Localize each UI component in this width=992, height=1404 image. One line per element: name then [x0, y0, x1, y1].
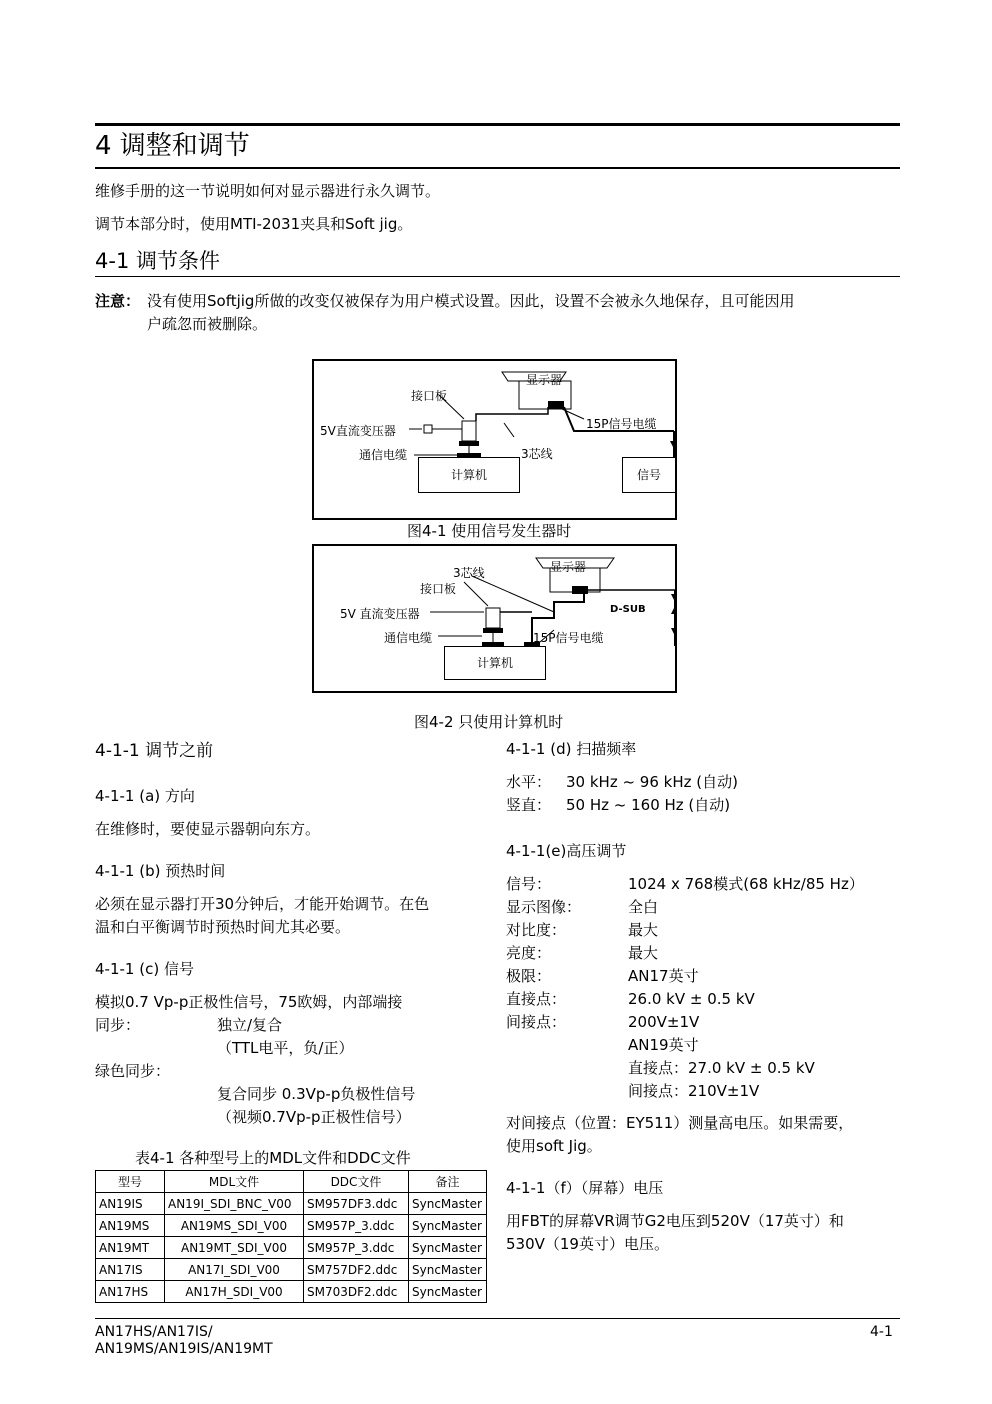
- fig2-dc-label: 5V 直流变压器: [340, 607, 420, 621]
- vertical-value: 50 Hz ~ 160 Hz (自动): [566, 796, 731, 814]
- hv-key: 亮度：: [506, 944, 552, 962]
- hv-key: 信号：: [506, 875, 552, 893]
- table-cell: SyncMaster: [409, 1237, 487, 1259]
- horizontal-label: 水平：: [506, 773, 552, 791]
- fig1-monitor-label: 显示器: [526, 373, 563, 387]
- hv-note-1: 对间接点（位置：EY511）测量高电压。如果需要，: [506, 1114, 854, 1132]
- hv-key: 极限：: [506, 967, 552, 985]
- table-cell: SM757DF2.ddc: [304, 1259, 409, 1281]
- hv-value: 1024 x 768模式(68 kHz/85 Hz）: [628, 875, 864, 893]
- note-label: 注意：: [95, 292, 141, 310]
- signal-title: 4-1-1 (c) 信号: [95, 960, 194, 978]
- table-cell: AN17I_SDI_V00: [165, 1259, 304, 1281]
- sync-label: 同步：: [95, 1016, 141, 1034]
- footer-models-2: AN19MS/AN19IS/AN19MT: [95, 1341, 273, 1357]
- table-row: [96, 1193, 487, 1215]
- table-cell: AN19MT_SDI_V00: [165, 1237, 304, 1259]
- hv-key: 对比度：: [506, 921, 567, 939]
- hv-value: 200V±1V: [628, 1013, 700, 1031]
- table-cell: SM703DF2.ddc: [304, 1281, 409, 1303]
- direction-text: 在维修时，要使显示器朝向东方。: [95, 820, 321, 838]
- green-sync-value-1: 复合同步 0.3Vp-p负极性信号: [217, 1085, 416, 1103]
- table-row: [96, 1281, 487, 1303]
- hv-key: 间接点：: [506, 1013, 567, 1031]
- hv-note-2: 使用soft Jig。: [506, 1137, 602, 1155]
- table-cell: AN19MT: [96, 1237, 165, 1259]
- sync-value-2: （TTL电平，负/正）: [217, 1039, 354, 1057]
- figure-4-2-caption: 图4-2 只使用计算机时: [414, 713, 564, 731]
- screen-voltage-title: 4-1-1（f）（屏幕）电压: [506, 1179, 664, 1197]
- chapter-title: 4 调整和调节: [95, 131, 250, 161]
- hv-value: 最大: [628, 944, 659, 962]
- sync-value-1: 独立/复合: [217, 1016, 283, 1034]
- table-cell: AN19I_SDI_BNC_V00: [165, 1193, 304, 1215]
- table-row: [96, 1237, 487, 1259]
- table-cell: AN19IS: [96, 1193, 165, 1215]
- fig2-dsub-label: D-SUB: [610, 604, 646, 615]
- hv-value: 最大: [628, 921, 659, 939]
- top-thick-rule: [95, 123, 900, 126]
- screen-voltage-text-1: 用FBT的屏幕VR调节G2电压到520V（17英寸）和: [506, 1212, 844, 1230]
- fig2-interface-label: 接口板: [420, 582, 457, 596]
- table-header: DDC文件: [304, 1171, 409, 1193]
- intro-line-1: 维修手册的这一节说明如何对显示器进行永久调节。: [95, 182, 441, 200]
- hv-value: AN17英寸: [628, 967, 699, 985]
- figure-4-1-lines: [314, 361, 675, 518]
- table-cell: SM957DF3.ddc: [304, 1193, 409, 1215]
- note-line-1: 没有使用Softjig所做的改变仅被保存为用户模式设置。因此，设置不会被永久地保存，且可能因用: [147, 292, 795, 310]
- green-sync-label: 绿色同步：: [95, 1062, 171, 1080]
- hv-key: 显示图像：: [506, 898, 582, 916]
- table-cell: AN17H_SDI_V00: [165, 1281, 304, 1303]
- hv-key: 直接点：: [506, 990, 567, 1008]
- high-voltage-title: 4-1-1(e)高压调节: [506, 842, 627, 860]
- chapter-rule: [95, 167, 900, 169]
- table-cell: AN17HS: [96, 1281, 165, 1303]
- warmup-title: 4-1-1 (b) 预热时间: [95, 862, 226, 880]
- footer-models-1: AN17HS/AN17IS/: [95, 1324, 213, 1340]
- table-cell: SM957P_3.ddc: [304, 1237, 409, 1259]
- horizontal-value: 30 kHz ~ 96 kHz (自动): [566, 773, 738, 791]
- vertical-label: 竖直：: [506, 796, 552, 814]
- fig2-monitor-label: 显示器: [550, 560, 587, 574]
- hv-value: 直接点：27.0 kV ± 0.5 kV: [628, 1059, 815, 1077]
- table-cell: SyncMaster: [409, 1259, 487, 1281]
- figure-4-1-caption: 图4-1 使用信号发生器时: [407, 522, 572, 540]
- table-cell: SyncMaster: [409, 1193, 487, 1215]
- mdl-ddc-table: [95, 1170, 487, 1303]
- section-title: 4-1 调节条件: [95, 249, 220, 273]
- fig1-3core-label: 3芯线: [521, 447, 553, 461]
- scan-frequency-title: 4-1-1 (d) 扫描频率: [506, 740, 637, 758]
- table-cell: AN17IS: [96, 1259, 165, 1281]
- warmup-text-2: 温和白平衡调节时预热时间尤其必要。: [95, 918, 351, 936]
- table-header: MDL文件: [165, 1171, 304, 1193]
- fig2-comm-label: 通信电缆: [384, 631, 433, 645]
- signal-text: 模拟0.7 Vp-p正极性信号，75欧姆，内部端接: [95, 993, 403, 1011]
- fig1-comm-label: 通信电缆: [359, 448, 408, 462]
- fig1-signal-box: 信号: [622, 457, 675, 493]
- fig1-interface-label: 接口板: [411, 389, 448, 403]
- hv-value: 间接点：210V±1V: [628, 1082, 760, 1100]
- intro-line-2: 调节本部分时，使用MTI-2031夹具和Soft jig。: [95, 215, 413, 233]
- table-cell: AN19MS_SDI_V00: [165, 1215, 304, 1237]
- before-adjustment-title: 4-1-1 调节之前: [95, 741, 214, 761]
- warmup-text-1: 必须在显示器打开30分钟后，才能开始调节。在色: [95, 895, 430, 913]
- figure-4-1: [312, 359, 677, 520]
- page-number: 4-1: [870, 1324, 893, 1340]
- table-cell: SM957P_3.ddc: [304, 1215, 409, 1237]
- table-header: 备注: [409, 1171, 487, 1193]
- fig2-15p-label: 15P信号电缆: [533, 631, 604, 645]
- fig1-computer-box: 计算机: [418, 457, 520, 493]
- table-header: 型号: [96, 1171, 165, 1193]
- table-cell: SyncMaster: [409, 1215, 487, 1237]
- table-cell: AN19MS: [96, 1215, 165, 1237]
- table-header-row: [96, 1171, 487, 1193]
- hv-value: AN19英寸: [628, 1036, 699, 1054]
- fig1-15p-label: 15P信号电缆: [586, 417, 657, 431]
- direction-title: 4-1-1 (a) 方向: [95, 787, 195, 805]
- figure-4-2: [312, 544, 677, 693]
- table-row: [96, 1215, 487, 1237]
- hv-value: 全白: [628, 898, 659, 916]
- fig2-computer-box: 计算机: [444, 646, 546, 680]
- screen-voltage-text-2: 530V（19英寸）电压。: [506, 1235, 669, 1253]
- footer-rule: [95, 1318, 900, 1319]
- table-caption: 表4-1 各种型号上的MDL文件和DDC文件: [135, 1149, 411, 1167]
- table-cell: SyncMaster: [409, 1281, 487, 1303]
- fig2-3core-label: 3芯线: [453, 566, 485, 580]
- green-sync-value-2: （视频0.7Vp-p正极性信号）: [217, 1108, 411, 1126]
- hv-value: 26.0 kV ± 0.5 kV: [628, 990, 755, 1008]
- section-rule: [95, 276, 900, 277]
- fig1-dc-label: 5V直流变压器: [320, 424, 396, 438]
- table-row: [96, 1259, 487, 1281]
- note-line-2: 户疏忽而被删除。: [147, 315, 268, 333]
